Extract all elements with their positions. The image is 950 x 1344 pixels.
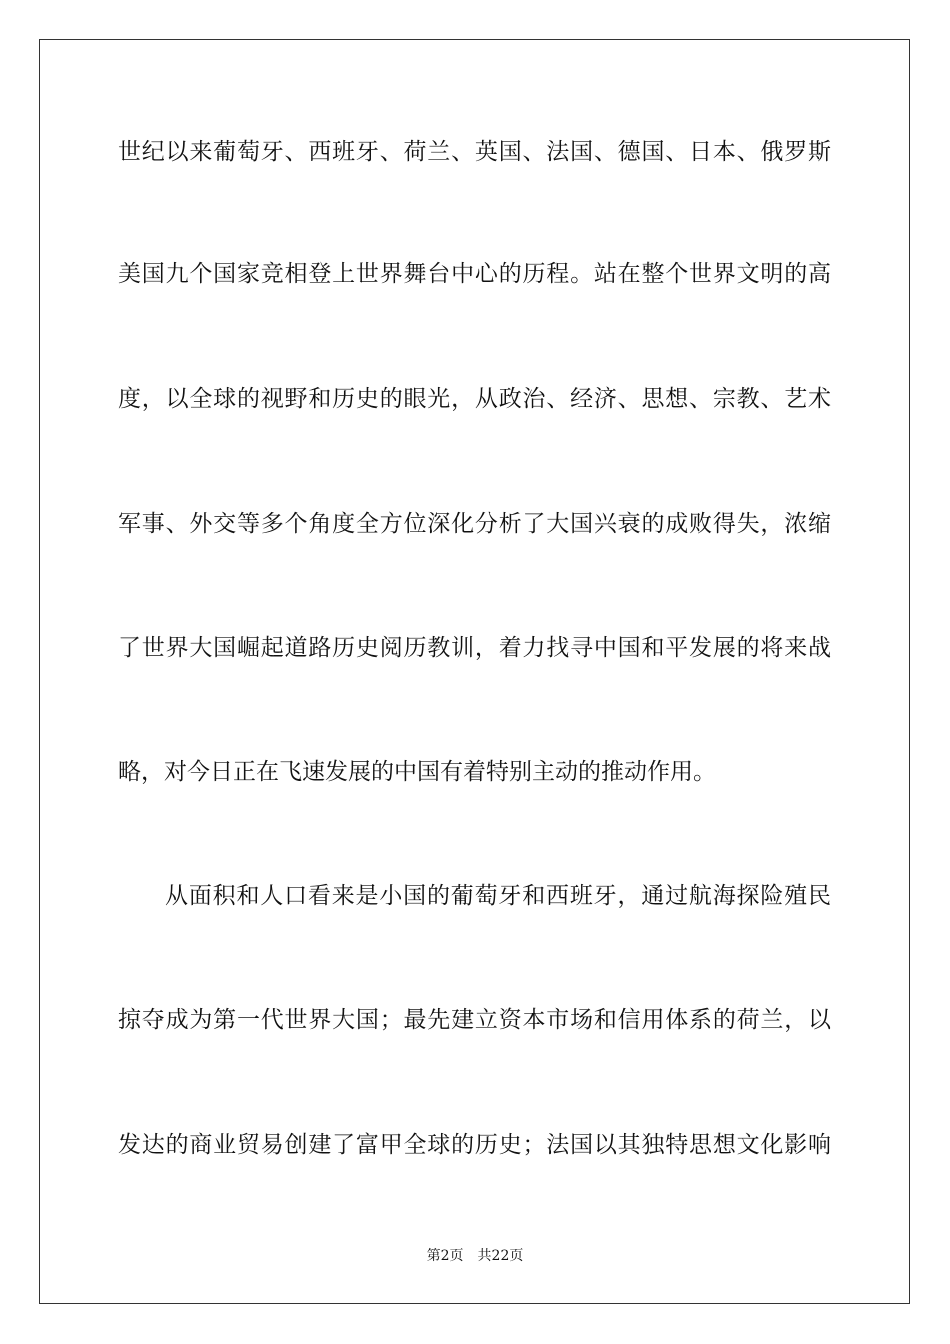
text-line-8: 掠夺成为第一代世界大国；最先建立资本市场和信用体系的荷兰，以 — [118, 1007, 831, 1033]
text-line-7: 从面积和人口看来是小国的葡萄牙和西班牙，通过航海探险殖民 — [165, 883, 831, 909]
page-number: 第2页 — [426, 1248, 464, 1264]
text-line-6: 略，对今日正在飞速发展的中国有着特别主动的推动作用。 — [118, 759, 716, 785]
text-line-3: 度，以全球的视野和历史的眼光，从政治、经济、思想、宗教、艺术 — [118, 386, 831, 412]
text-line-9: 发达的商业贸易创建了富甲全球的历史；法国以其独特思想文化影响 — [118, 1132, 831, 1158]
page-frame — [39, 39, 910, 1304]
page-total: 共22页 — [477, 1248, 524, 1264]
text-line-1: 世纪以来葡萄牙、西班牙、荷兰、英国、法国、德国、日本、俄罗斯 — [118, 139, 831, 165]
text-line-2: 美国九个国家竞相登上世界舞台中心的历程。站在整个世界文明的高 — [118, 261, 831, 287]
text-line-5: 了世界大国崛起道路历史阅历教训，着力找寻中国和平发展的将来战 — [118, 635, 831, 661]
page-footer — [0, 1247, 950, 1265]
text-line-4: 军事、外交等多个角度全方位深化分析了大国兴衰的成败得失，浓缩 — [118, 511, 831, 537]
